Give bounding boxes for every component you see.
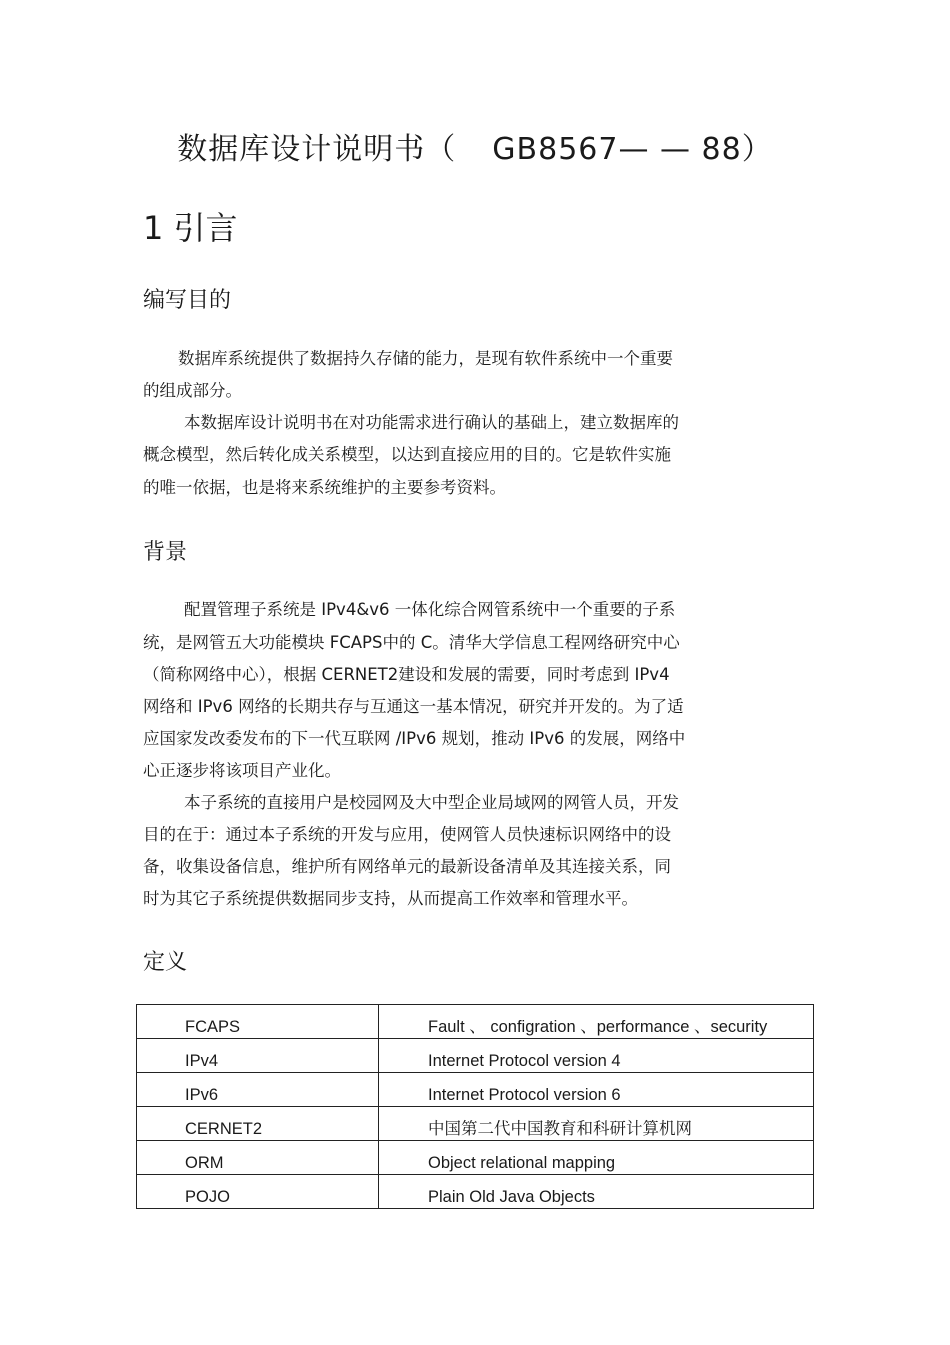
background-line: 统，是网管五大功能模块 FCAPS中的 C。清华大学信息工程网络研究中心 — [143, 633, 680, 652]
table-row — [137, 1141, 814, 1175]
definition-term: IPv4 — [137, 1039, 379, 1073]
definition-term: IPv6 — [137, 1073, 379, 1107]
purpose-line: 的组成部分。 — [143, 381, 242, 400]
background-line: 本子系统的直接用户是校园网及大中型企业局域网的网管人员，开发 — [184, 793, 679, 812]
background-line: 备，收集设备信息，维护所有网络单元的最新设备清单及其连接关系，同 — [143, 857, 671, 876]
purpose-line: 概念模型，然后转化成关系模型，以达到直接应用的目的。它是软件实施 — [143, 445, 671, 464]
background-line: 时为其它子系统提供数据同步支持，从而提高工作效率和管理水平。 — [143, 889, 638, 908]
purpose-line: 数据库系统提供了数据持久存储的能力，是现有软件系统中一个重要 — [178, 349, 673, 368]
purpose-line: 的唯一依据，也是将来系统维护的主要参考资料。 — [143, 478, 506, 497]
subsection-heading-purpose: 编写目的 — [143, 288, 232, 313]
definition-description: Fault 、 configration 、performance 、security — [379, 1005, 814, 1039]
definition-term: CERNET2 — [137, 1107, 379, 1141]
background-line: 网络和 IPv6 网络的长期共存与互通这一基本情况，研究并开发的。为了适 — [143, 697, 684, 716]
definition-term: POJO — [137, 1175, 379, 1209]
background-line: 心正逐步将该项目产业化。 — [143, 761, 341, 780]
table-row — [137, 1107, 814, 1141]
definition-term: ORM — [137, 1141, 379, 1175]
definition-description: Object relational mapping — [379, 1141, 814, 1175]
background-line: 配置管理子系统是 IPv4&v6 一体化综合网管系统中一个重要的子系 — [184, 600, 676, 619]
table-row — [137, 1005, 814, 1039]
table-row — [137, 1073, 814, 1107]
table-row — [137, 1175, 814, 1209]
background-line: 目的在于：通过本子系统的开发与应用，使网管人员快速标识网络中的设 — [143, 825, 671, 844]
definition-term: FCAPS — [137, 1005, 379, 1039]
subsection-heading-background: 背景 — [143, 540, 188, 565]
definition-description: Internet Protocol version 6 — [379, 1073, 814, 1107]
document-title-main: 数据库设计说明书（ — [177, 132, 457, 167]
background-line: （简称网络中心），根据 CERNET2建设和发展的需要，同时考虑到 IPv4 — [143, 665, 670, 684]
background-line: 应国家发改委发布的下一代互联网 /IPv6 规划，推动 IPv6 的发展，网络中 — [143, 729, 686, 748]
document-title — [0, 124, 950, 168]
table-row — [137, 1039, 814, 1073]
subsection-heading-definitions: 定义 — [143, 950, 188, 975]
document-title-code: GB8567— — 88） — [492, 132, 773, 167]
purpose-line: 本数据库设计说明书在对功能需求进行确认的基础上，建立数据库的 — [184, 413, 679, 432]
definition-description: Plain Old Java Objects — [379, 1175, 814, 1209]
definition-description: 中国第二代中国教育和科研计算机网 — [379, 1107, 814, 1141]
definition-description: Internet Protocol version 4 — [379, 1039, 814, 1073]
section-heading-introduction: 1 引言 — [143, 209, 238, 247]
definitions-table — [136, 1004, 814, 1209]
